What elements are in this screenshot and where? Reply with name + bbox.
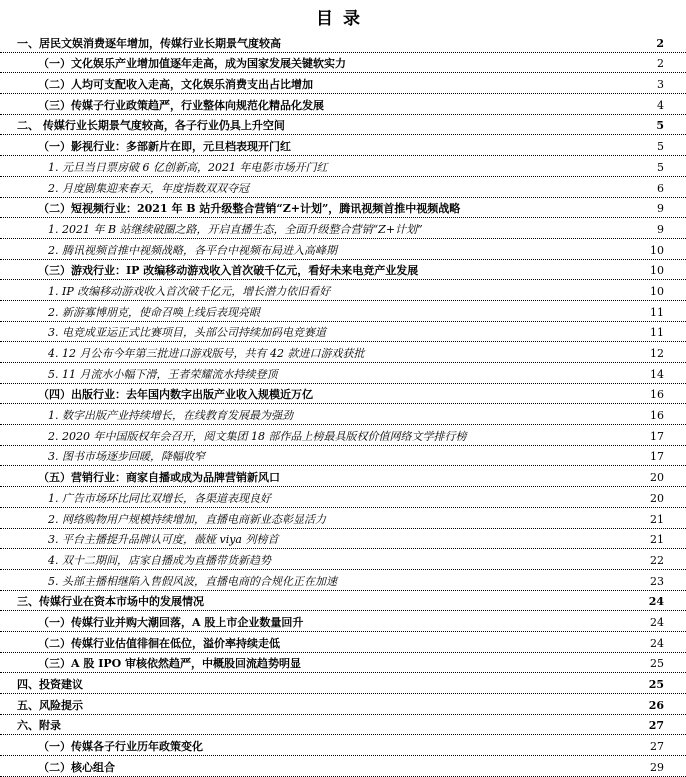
toc-entry-page: 24 [650,636,664,650]
toc-entry[interactable] [0,715,686,736]
toc-entry[interactable] [0,756,686,777]
toc-entry-text: 4. 12 月公布今年第三批进口游戏版号，共有 42 款进口游戏获批 [48,347,365,360]
toc-entry-page: 14 [650,367,664,381]
toc-entry[interactable] [0,446,686,467]
toc-entry[interactable] [0,384,686,405]
toc-entry-text: 1. 元旦当日票房破 6 亿创新高，2021 年电影市场开门红 [48,160,328,174]
toc-entry-text: （一）文化娱乐产业增加值逐年走高，成为国家发展关键软实力 [38,57,346,71]
toc-entry-text: 二、 传媒行业长期景气度较高，各子行业仍具上升空间 [17,119,285,133]
toc-entry-text: 5. 11 月流水小幅下滑，王者荣耀流水持续登顶 [48,367,278,381]
toc-entry[interactable] [0,218,686,239]
toc-entry[interactable] [0,549,686,570]
toc-entry[interactable] [0,735,686,756]
toc-entry[interactable] [0,404,686,425]
toc-entry-text: 五、风险提示 [17,698,83,712]
toc-entry-text: （二）传媒行业估值徘徊在低位，溢价率持续走低 [38,636,280,650]
toc-entry-page: 9 [657,202,664,216]
toc-entry-page: 22 [650,553,664,567]
toc-entry-page: 25 [650,657,664,671]
toc-entry-page: 16 [650,388,664,402]
toc-entry-text: 3. 平台主播提升品牌认可度，薇娅 viya 列榜首 [48,533,279,547]
toc-entry-page: 21 [650,533,664,547]
toc-entry-page: 6 [657,181,664,195]
toc-entry-page: 10 [650,284,664,298]
toc-entry[interactable] [0,342,686,363]
toc-entry-page: 27 [648,719,664,733]
toc-entry-page: 21 [650,512,664,526]
toc-entry[interactable] [0,260,686,281]
toc-entry[interactable] [0,135,686,156]
toc-entry-page: 29 [650,760,664,774]
toc-entry-text: （二）核心组合 [38,760,115,774]
toc-entry-text: 4. 双十二期间，店家自播成为直播带货新趋势 [48,553,271,567]
toc-entry-text: （三）游戏行业：IP 改编移动游戏收入首次破千亿元，看好未来电竞产业发展 [38,264,419,278]
toc-entry[interactable] [0,611,686,632]
toc-entry-text: 2. 月度剧集迎来春天，年度指数双双夺冠 [48,181,249,195]
toc-entry-page: 11 [650,305,664,319]
toc-entry-text: 2. 新游寡博朋克，使命召唤上线后表现亮眼 [48,305,260,319]
toc-entry-page: 25 [648,678,664,691]
toc-entry-text: 3. 图书市场逐步回暖，降幅收窄 [48,450,205,464]
toc-entry[interactable] [0,73,686,94]
toc-entry-page: 11 [650,326,664,340]
toc-entry-page: 27 [650,740,664,754]
toc-title: 目录 [316,9,370,29]
toc-entry-page: 17 [650,450,664,464]
toc-entry-page: 4 [657,98,664,112]
toc-entry[interactable] [0,529,686,550]
toc-entry[interactable] [0,53,686,74]
toc-entry-text: 2. 网络购物用户规模持续增加，直播电商新业态彰显活力 [48,512,326,526]
toc-entry-text: 三、传媒行业在资本市场中的发展情况 [17,595,204,609]
toc-entry-text: （二）短视频行业：2021 年 B 站升级整合营销“Z+计划”，腾讯视频首推中视频战略 [38,202,461,216]
toc-entry-page: 5 [657,160,664,174]
toc-entry-text: （一）传媒行业并购大潮回落，A 股上市企业数量回升 [38,615,304,629]
toc-entry[interactable] [0,363,686,384]
toc-entry[interactable] [0,425,686,446]
toc-entry-text: 2. 2020 年中国版权年会召开，阅文集团 18 部作品上榜最具版权价值网络文学排行榜 [48,429,467,443]
toc-entry-page: 16 [650,409,664,423]
toc-entry[interactable] [0,632,686,653]
toc-entry-text: 1. 2021 年 B 站继续破圈之路，开启直播生态，全面升级整合营销“Z+计划” [48,222,423,236]
toc-entry-page: 2 [656,36,664,50]
toc-entry[interactable] [0,280,686,301]
toc-entry-text: 一、居民文娱消费逐年增加，传媒行业长期景气度较高 [17,36,281,50]
toc-entry-text: （五）营销行业：商家自播或成为品牌营销新风口 [38,471,280,485]
toc-entry-page: 23 [650,574,664,588]
toc-entry-text: 5. 头部主播相继陷入售假风波，直播电商的合规化正在加速 [48,574,337,588]
toc-entry[interactable] [0,322,686,343]
toc-entry-page: 9 [657,222,664,236]
toc-entry-text: （二）人均可支配收入走高，文化娱乐消费支出占比增加 [38,78,313,92]
toc-entry-page: 12 [650,347,664,360]
toc-entry-text: （一）传媒各子行业历年政策变化 [38,740,203,754]
toc-entry-text: 四、投资建议 [17,678,83,691]
toc-entry-page: 26 [648,698,664,712]
toc-entry-page: 5 [656,119,664,133]
toc-entry-text: 1. 广告市场环比同比双增长，各渠道表现良好 [48,491,271,505]
toc-entry[interactable] [0,487,686,508]
toc-entry[interactable] [0,673,686,694]
toc-entry-text: 六、附录 [17,719,61,733]
toc-entry[interactable] [0,94,686,115]
toc-entry-page: 3 [657,78,664,92]
toc-entry-text: 1. 数字出版产业持续增长，在线教育发展最为强劲 [48,409,293,423]
toc-entry-text: 3. 电竞成亚运正式比赛项目，头部公司持续加码电竞赛道 [48,326,326,340]
toc-entry-page: 2 [657,57,664,71]
toc-entry[interactable] [0,591,686,612]
toc-entry[interactable] [0,653,686,674]
toc-entry-page: 5 [657,140,664,154]
toc-entry[interactable] [0,239,686,260]
toc-entry[interactable] [0,198,686,219]
toc-entry[interactable] [0,32,686,53]
toc-entry[interactable] [0,466,686,487]
toc-entry-text: （三）A 股 IPO 审核依然趋严，中概股回流趋势明显 [38,657,302,671]
toc-entry-page: 10 [650,264,664,278]
toc-entry[interactable] [0,508,686,529]
toc-list [0,32,686,777]
toc-entry-text: （一）影视行业：多部新片在即，元旦档表现开门红 [38,140,291,154]
toc-entry-text: 2. 腾讯视频首推中视频战略，各平台中视频布局进入高峰期 [48,243,337,257]
toc-entry[interactable] [0,115,686,136]
toc-entry-page: 24 [650,615,664,629]
toc-entry-page: 24 [648,595,664,609]
toc-entry-text: 1. IP 改编移动游戏收入首次破千亿元，增长潜力依旧看好 [48,284,331,298]
toc-entry[interactable] [0,694,686,715]
toc-entry-page: 20 [650,471,664,485]
toc-entry-page: 20 [650,491,664,505]
toc-entry[interactable] [0,570,686,591]
toc-entry[interactable] [0,301,686,322]
toc-entry[interactable] [0,156,686,177]
toc-entry-text: （四）出版行业：去年国内数字出版产业收入规模近万亿 [38,388,313,402]
toc-entry[interactable] [0,177,686,198]
toc-entry-page: 10 [650,243,664,257]
toc-entry-text: （三）传媒子行业政策趋严，行业整体向规范化精品化发展 [38,98,324,112]
toc-entry-page: 17 [650,429,664,443]
